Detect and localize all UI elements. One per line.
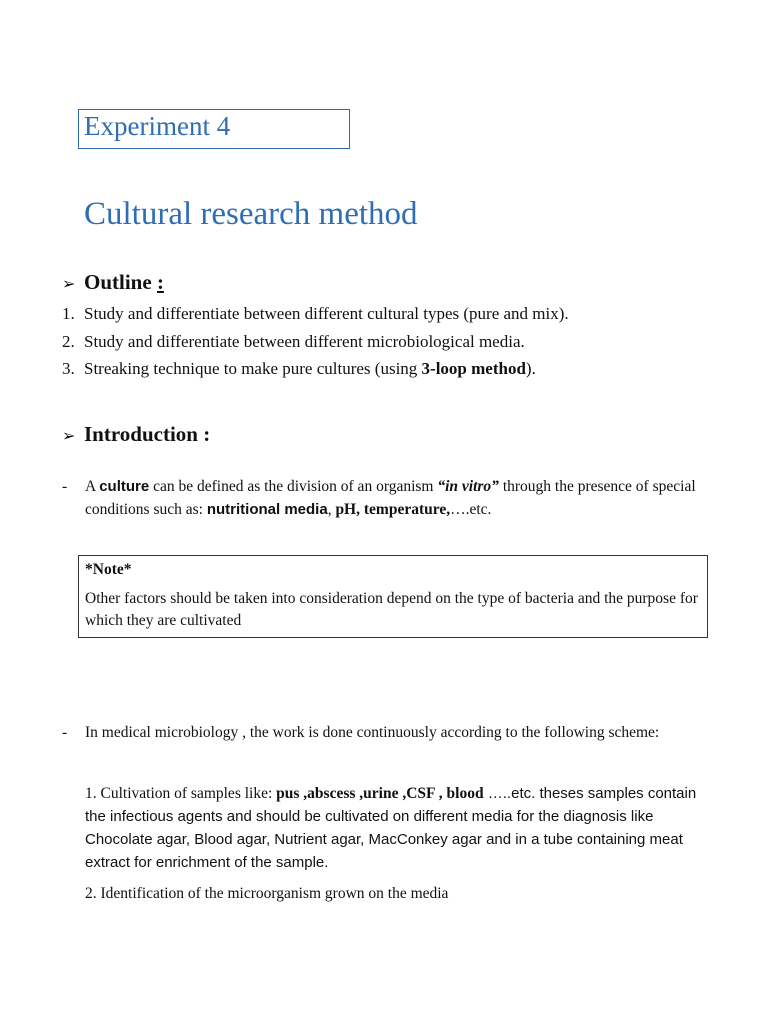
note-text: Other factors should be taken into consideration depend on the type of bacteria and the purpose for which they are cultivated xyxy=(85,590,698,629)
dash-bullet: - xyxy=(62,724,68,741)
dash-bullet: - xyxy=(62,478,68,495)
outline-list xyxy=(62,300,742,383)
paragraph-text: In medical microbiology , the work is done continuously according to the following scheme: xyxy=(85,724,660,741)
list-item-number: 1. xyxy=(62,304,75,323)
text-part: 1. Cultivation of samples like: xyxy=(85,785,277,802)
ph-temperature-term: pH, temperature, xyxy=(335,501,451,518)
scheme-step-1 xyxy=(85,782,705,874)
text-part: …..etc. theses xyxy=(483,785,584,802)
paragraph-text xyxy=(85,475,722,521)
page-title: Cultural research method xyxy=(84,196,418,232)
scheme-step-2: 2. Identification of the microorganism grown on the media xyxy=(85,885,449,902)
list-item xyxy=(62,328,742,356)
introduction-heading-label: Introduction : xyxy=(84,422,211,446)
text-part: can be defined as the division of an organism xyxy=(149,478,438,495)
list-item-text-part: ). xyxy=(525,359,536,378)
medical-microbiology-paragraph xyxy=(62,721,722,744)
note-title: *Note* xyxy=(85,561,132,578)
text-part: through the presence of special conditions such as: xyxy=(85,478,696,518)
list-item-text xyxy=(84,355,536,383)
text-part: A xyxy=(85,478,100,495)
sample-types-term: pus ,abscess ,urine ,CSF , blood xyxy=(276,785,484,802)
list-item-text: Study and differentiate between different cultural types (pure and mix). xyxy=(84,304,569,323)
list-item xyxy=(62,355,742,383)
text-part: , xyxy=(327,501,336,518)
culture-definition-paragraph xyxy=(62,475,722,521)
introduction-heading xyxy=(62,422,210,447)
note-box xyxy=(78,555,708,638)
outline-heading-label: Outline xyxy=(84,270,157,294)
experiment-title: Experiment 4 xyxy=(84,111,231,141)
three-loop-method-term: 3-loop method xyxy=(421,359,526,378)
list-item-text-part: Streaking technique to make pure cultures (using xyxy=(84,359,422,378)
nutritional-media-term: nutritional media xyxy=(206,501,328,518)
list-item-number: 2. xyxy=(62,331,75,351)
arrowhead-bullet-icon: ➢ xyxy=(62,276,76,293)
in-vitro-term: “in vitro” xyxy=(437,478,499,495)
list-item xyxy=(62,300,742,328)
arrowhead-bullet-icon: ➢ xyxy=(62,428,76,445)
text-part: ….etc. xyxy=(450,501,492,518)
list-item-number: 3. xyxy=(62,359,75,378)
culture-term: culture xyxy=(99,478,150,495)
list-item-text: Study and differentiate between different microbiological media. xyxy=(84,331,525,351)
text-part: samples contain the infectious agents and should be cultivated on different media for the diagnosis like Chocolate agar, Blood agar, Nutrient agar, MacConkey agar and in a tube containing meat extract for enrichment of the sample. xyxy=(85,785,697,871)
outline-heading xyxy=(62,270,164,295)
outline-heading-colon: : xyxy=(156,270,164,294)
